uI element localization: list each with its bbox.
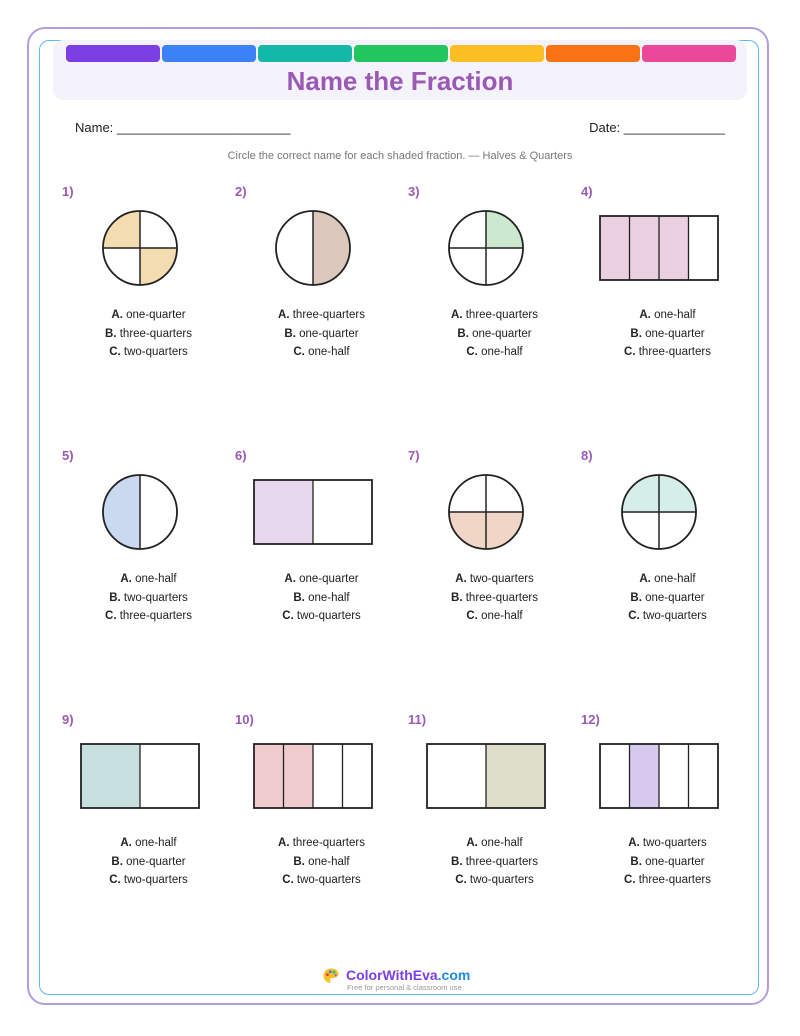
problem-number: 10) xyxy=(235,712,254,727)
brand-logo xyxy=(346,967,470,983)
shaded-part xyxy=(313,211,350,285)
answer-option[interactable] xyxy=(62,325,235,344)
option-letter: C. xyxy=(455,874,467,886)
option-text: three-quarters xyxy=(465,591,538,604)
option-text: three-quarters xyxy=(638,346,711,358)
option-letter: A. xyxy=(466,837,478,849)
problem-item xyxy=(235,712,408,912)
fraction-circle xyxy=(408,448,581,568)
problem-number: 1) xyxy=(62,184,74,199)
option-letter: B. xyxy=(293,591,305,604)
option-letter: C. xyxy=(628,610,640,622)
option-text: one-half xyxy=(654,573,696,585)
answer-option[interactable] xyxy=(235,834,408,853)
rainbow-segment xyxy=(162,45,256,62)
palette-icon xyxy=(322,967,340,985)
problem-item xyxy=(581,448,754,648)
problem-number: 2) xyxy=(235,184,247,199)
shaded-part xyxy=(630,744,660,808)
shaded-part xyxy=(284,744,314,808)
answer-option[interactable] xyxy=(581,607,754,626)
answer-option[interactable] xyxy=(408,853,581,872)
answer-option[interactable] xyxy=(62,607,235,626)
fraction-circle xyxy=(581,448,754,568)
option-letter: A. xyxy=(284,573,296,585)
rainbow-segment xyxy=(642,45,736,62)
option-letter: A. xyxy=(639,309,651,321)
problem-item xyxy=(235,448,408,648)
shaded-part xyxy=(630,216,660,280)
option-letter: A. xyxy=(278,837,290,849)
option-letter: C. xyxy=(466,610,478,622)
option-text: one-half xyxy=(308,346,350,358)
answer-choices xyxy=(581,570,754,626)
answer-choices xyxy=(235,306,408,362)
rainbow-segment xyxy=(354,45,448,62)
answer-option[interactable] xyxy=(581,589,754,608)
shaded-part xyxy=(254,480,313,544)
answer-option[interactable] xyxy=(408,607,581,626)
problem-number: 3) xyxy=(408,184,420,199)
option-letter: A. xyxy=(451,309,463,321)
option-text: one-half xyxy=(654,309,696,321)
fraction-rectangle xyxy=(581,712,754,832)
answer-choices xyxy=(235,834,408,890)
answer-choices xyxy=(235,570,408,626)
answer-choices xyxy=(62,834,235,890)
option-text: one-half xyxy=(481,610,523,622)
answer-option[interactable] xyxy=(581,853,754,872)
fraction-circle xyxy=(62,184,235,304)
option-letter: A. xyxy=(111,309,123,321)
problem-number: 4) xyxy=(581,184,593,199)
option-letter: A. xyxy=(120,573,132,585)
answer-choices xyxy=(62,306,235,362)
fraction-rectangle xyxy=(235,712,408,832)
option-letter: A. xyxy=(455,573,467,585)
fraction-circle xyxy=(408,184,581,304)
answer-option[interactable] xyxy=(62,871,235,890)
problem-number: 11) xyxy=(408,712,427,727)
option-letter: B. xyxy=(284,327,296,340)
answer-option[interactable] xyxy=(235,871,408,890)
shaded-part xyxy=(254,744,284,808)
option-text: one-quarter xyxy=(472,327,532,340)
answer-option[interactable] xyxy=(581,343,754,362)
shaded-part xyxy=(103,475,140,549)
answer-option[interactable] xyxy=(581,325,754,344)
answer-choices xyxy=(408,306,581,362)
option-letter: C. xyxy=(282,610,294,622)
option-letter: B. xyxy=(451,591,463,604)
problem-item xyxy=(581,184,754,384)
rainbow-segment xyxy=(450,45,544,62)
option-text: one-half xyxy=(308,591,350,604)
option-text: three-quarters xyxy=(292,837,365,849)
problem-number: 12) xyxy=(581,712,600,727)
answer-option[interactable] xyxy=(235,589,408,608)
answer-option[interactable] xyxy=(62,343,235,362)
answer-option[interactable] xyxy=(408,589,581,608)
problem-item xyxy=(581,712,754,912)
option-text: one-quarter xyxy=(299,573,359,585)
problem-item xyxy=(235,184,408,384)
option-text: two-quarters xyxy=(642,610,707,622)
option-text: one-quarter xyxy=(645,591,705,604)
answer-choices xyxy=(62,570,235,626)
fraction-rectangle xyxy=(581,184,754,304)
option-text: two-quarters xyxy=(123,591,188,604)
rainbow-segment xyxy=(66,45,160,62)
option-text: two-quarters xyxy=(123,346,188,358)
option-text: one-half xyxy=(481,837,523,849)
option-letter: B. xyxy=(105,327,117,340)
option-letter: C. xyxy=(624,874,636,886)
option-text: one-half xyxy=(135,573,177,585)
option-letter: B. xyxy=(451,855,463,868)
answer-option[interactable] xyxy=(408,325,581,344)
answer-option[interactable] xyxy=(62,589,235,608)
rainbow-segment xyxy=(258,45,352,62)
option-letter: B. xyxy=(630,327,642,340)
shaded-part xyxy=(81,744,140,808)
rainbow-strip xyxy=(66,45,736,62)
answer-option[interactable] xyxy=(581,834,754,853)
brand-tagline: Free for personal & classroom use xyxy=(347,983,462,992)
answer-choices xyxy=(408,570,581,626)
answer-option[interactable] xyxy=(62,853,235,872)
answer-choices xyxy=(581,834,754,890)
option-letter: C. xyxy=(282,874,294,886)
answer-choices xyxy=(581,306,754,362)
option-letter: A. xyxy=(628,837,640,849)
option-letter: C. xyxy=(293,346,305,358)
answer-option[interactable] xyxy=(408,306,581,325)
answer-option[interactable] xyxy=(62,570,235,589)
option-text: two-quarters xyxy=(296,610,361,622)
answer-option[interactable] xyxy=(235,853,408,872)
answer-option[interactable] xyxy=(235,325,408,344)
fraction-rectangle xyxy=(408,712,581,832)
option-letter: B. xyxy=(457,327,469,340)
problem-number: 7) xyxy=(408,448,420,463)
option-text: one-quarter xyxy=(126,309,186,321)
option-text: one-quarter xyxy=(645,855,705,868)
option-text: one-half xyxy=(308,855,350,868)
option-text: one-quarter xyxy=(299,327,359,340)
option-text: two-quarters xyxy=(123,874,188,886)
name-field[interactable]: Name: ________________________ xyxy=(75,120,291,135)
problem-number: 8) xyxy=(581,448,593,463)
option-text: two-quarters xyxy=(642,837,707,849)
instructions: Circle the correct name for each shaded fraction. — Halves & Quarters xyxy=(227,150,573,162)
option-text: three-quarters xyxy=(465,855,538,868)
answer-option[interactable] xyxy=(235,343,408,362)
fraction-circle xyxy=(62,448,235,568)
answer-option[interactable] xyxy=(62,306,235,325)
option-text: two-quarters xyxy=(296,874,361,886)
option-letter: A. xyxy=(120,837,132,849)
brand-name: ColorWithEva xyxy=(346,967,438,983)
fraction-circle xyxy=(235,184,408,304)
option-letter: B. xyxy=(630,591,642,604)
option-text: three-quarters xyxy=(638,874,711,886)
answer-option[interactable] xyxy=(408,871,581,890)
problem-item xyxy=(62,448,235,648)
option-text: one-half xyxy=(481,346,523,358)
option-text: two-quarters xyxy=(469,573,534,585)
problem-item xyxy=(62,712,235,912)
option-letter: B. xyxy=(630,855,642,868)
page-title: Name the Fraction xyxy=(286,66,514,96)
option-text: three-quarters xyxy=(119,610,192,622)
date-field[interactable]: Date: ______________ xyxy=(589,120,725,135)
shaded-part xyxy=(659,216,689,280)
shaded-part xyxy=(486,744,545,808)
option-letter: C. xyxy=(109,874,121,886)
option-text: one-quarter xyxy=(126,855,186,868)
fraction-rectangle xyxy=(62,712,235,832)
answer-option[interactable] xyxy=(235,607,408,626)
problem-number: 9) xyxy=(62,712,74,727)
answer-option[interactable] xyxy=(62,834,235,853)
option-letter: C. xyxy=(109,346,121,358)
shaded-part xyxy=(600,216,630,280)
answer-option[interactable] xyxy=(581,570,754,589)
problem-item xyxy=(408,184,581,384)
fraction-rectangle xyxy=(235,448,408,568)
option-text: three-quarters xyxy=(465,309,538,321)
option-letter: A. xyxy=(639,573,651,585)
problem-item xyxy=(408,712,581,912)
option-letter: C. xyxy=(105,610,117,622)
option-text: three-quarters xyxy=(119,327,192,340)
problem-number: 5) xyxy=(62,448,74,463)
problem-item xyxy=(408,448,581,648)
brand-domain: .com xyxy=(437,967,471,983)
option-text: one-quarter xyxy=(645,327,705,340)
answer-option[interactable] xyxy=(235,306,408,325)
answer-option[interactable] xyxy=(408,570,581,589)
option-letter: A. xyxy=(278,309,290,321)
option-letter: B. xyxy=(293,855,305,868)
rainbow-segment xyxy=(546,45,640,62)
answer-option[interactable] xyxy=(408,834,581,853)
option-letter: B. xyxy=(111,855,123,868)
problem-item xyxy=(62,184,235,384)
option-text: two-quarters xyxy=(469,874,534,886)
answer-option[interactable] xyxy=(235,570,408,589)
answer-choices xyxy=(408,834,581,890)
option-letter: C. xyxy=(624,346,636,358)
option-letter: B. xyxy=(109,591,121,604)
option-text: three-quarters xyxy=(292,309,365,321)
option-text: one-half xyxy=(135,837,177,849)
problem-number: 6) xyxy=(235,448,247,463)
answer-option[interactable] xyxy=(581,871,754,890)
option-letter: C. xyxy=(466,346,478,358)
answer-option[interactable] xyxy=(408,343,581,362)
answer-option[interactable] xyxy=(581,306,754,325)
